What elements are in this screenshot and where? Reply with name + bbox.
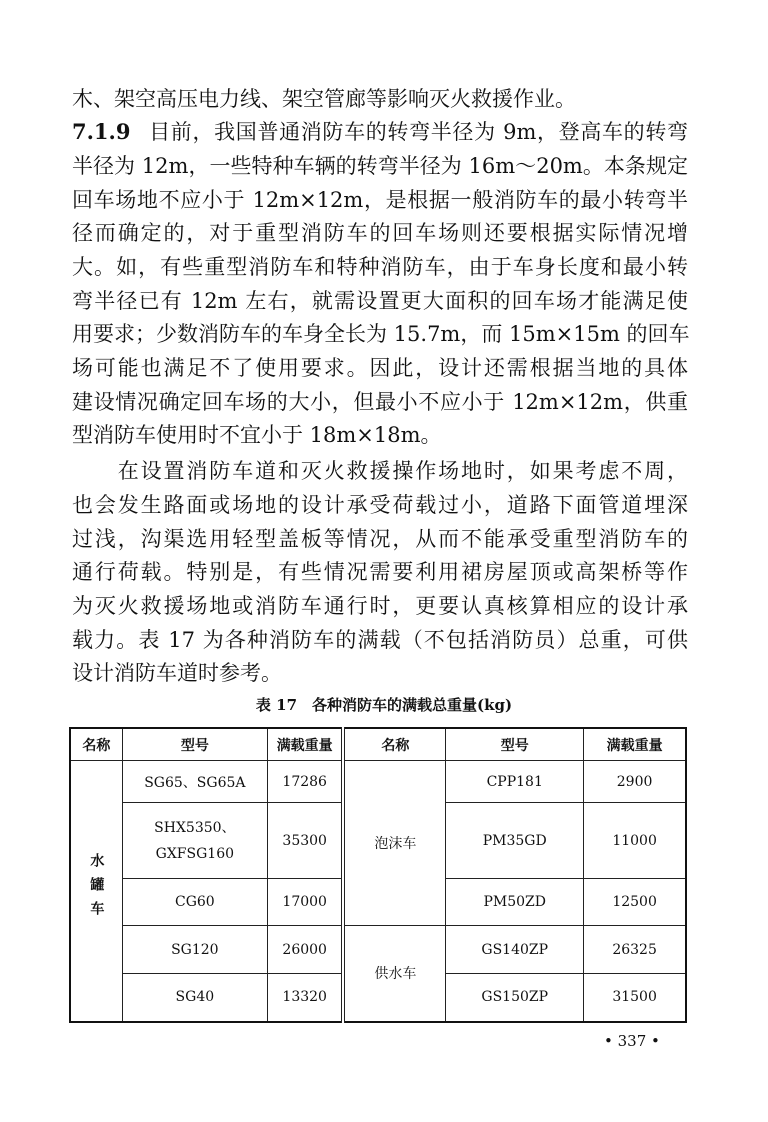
text-line: 过浅，沟渠选用轻型盖板等情况，从而不能承受重型消防车的: [72, 527, 688, 551]
vehicle-weight-table: [69, 727, 687, 1023]
text-line: 型消防车使用时不宜小于 18m×18m。: [72, 423, 442, 447]
weight-cell: 31500: [584, 974, 686, 1022]
model-cell: PM50ZD: [446, 879, 584, 926]
weight-cell: 12500: [584, 879, 686, 926]
text-line: 设计消防车道时参考。: [72, 661, 282, 685]
header-cell: 名称: [70, 728, 122, 761]
table-row: [70, 761, 686, 803]
group-label: 水罐车: [88, 852, 105, 925]
model-cell: CG60: [122, 879, 267, 926]
weight-cell: 35300: [267, 803, 343, 879]
header-cell: 名称: [343, 728, 445, 761]
text-line: 场可能也满足不了使用要求。因此，设计还需根据当地的具体: [72, 356, 688, 380]
header-cell: 型号: [446, 728, 584, 761]
model-cell: PM35GD: [446, 803, 584, 879]
weight-cell: 2900: [584, 761, 686, 803]
model-cell: SG65、SG65A: [122, 761, 267, 803]
table-caption: 表 17 各种消防车的满载总重量(kg): [255, 696, 513, 714]
group-cell: [70, 761, 122, 1022]
group-cell: 供水车: [343, 926, 445, 1022]
text-line: 径而确定的，对于重型消防车的回车场则还要根据实际情况增: [72, 221, 688, 245]
text-span: 目前，我国普通消防车的转弯半径为 9m，登高车的转弯: [148, 120, 688, 144]
text-line: 建设情况确定回车场的大小，但最小不应小于 12m×12m，供重: [72, 390, 688, 414]
header-cell: 满载重量: [267, 728, 343, 761]
page-number: • 337 •: [604, 1032, 660, 1050]
model-cell: GS140ZP: [446, 926, 584, 974]
text-line: 弯半径已有 12m 左右，就需设置更大面积的回车场才能满足使: [72, 289, 688, 313]
group-cell: 泡沫车: [343, 761, 445, 926]
text-line: [72, 119, 688, 145]
weight-cell: 17000: [267, 879, 343, 926]
header-cell: 满载重量: [584, 728, 686, 761]
text-line: 也会发生路面或场地的设计承受荷载过小，道路下面管道埋深: [72, 493, 688, 517]
table-row: [70, 926, 686, 974]
text-line: 大。如，有些重型消防车和特种消防车，由于车身长度和最小转: [72, 255, 688, 279]
text-line: 木、架空高压电力线、架空管廊等影响灭火救援作业。: [72, 87, 576, 111]
text-line: 通行荷载。特别是，有些情况需要利用裙房屋顶或高架桥等作: [72, 560, 688, 584]
weight-cell: 26325: [584, 926, 686, 974]
model-cell: CPP181: [446, 761, 584, 803]
section-number: 7.1.9: [72, 119, 131, 144]
model-cell: SG120: [122, 926, 267, 974]
text-line: 用要求；少数消防车的车身全长为 15.7m，而 15m×15m 的回车: [72, 322, 690, 346]
model-cell: SG40: [122, 974, 267, 1022]
model-cell: SHX5350、GXFSG160: [122, 803, 267, 879]
weight-cell: 13320: [267, 974, 343, 1022]
table-header-row: [70, 728, 686, 761]
weight-cell: 17286: [267, 761, 343, 803]
text-line: 载力。表 17 为各种消防车的满载（不包括消防员）总重，可供: [72, 628, 688, 652]
text-line: 在设置消防车道和灭火救援操作场地时，如果考虑不周，: [72, 459, 688, 483]
weight-cell: 26000: [267, 926, 343, 974]
text-line: 回车场地不应小于 12m×12m，是根据一般消防车的最小转弯半: [72, 188, 688, 212]
header-cell: 型号: [122, 728, 267, 761]
model-cell: GS150ZP: [446, 974, 584, 1022]
weight-cell: 11000: [584, 803, 686, 879]
text-line: 为灭火救援场地或消防车通行时，更要认真核算相应的设计承: [72, 594, 688, 618]
text-line: 半径为 12m，一些特种车辆的转弯半径为 16m～20m。本条规定: [72, 154, 688, 178]
